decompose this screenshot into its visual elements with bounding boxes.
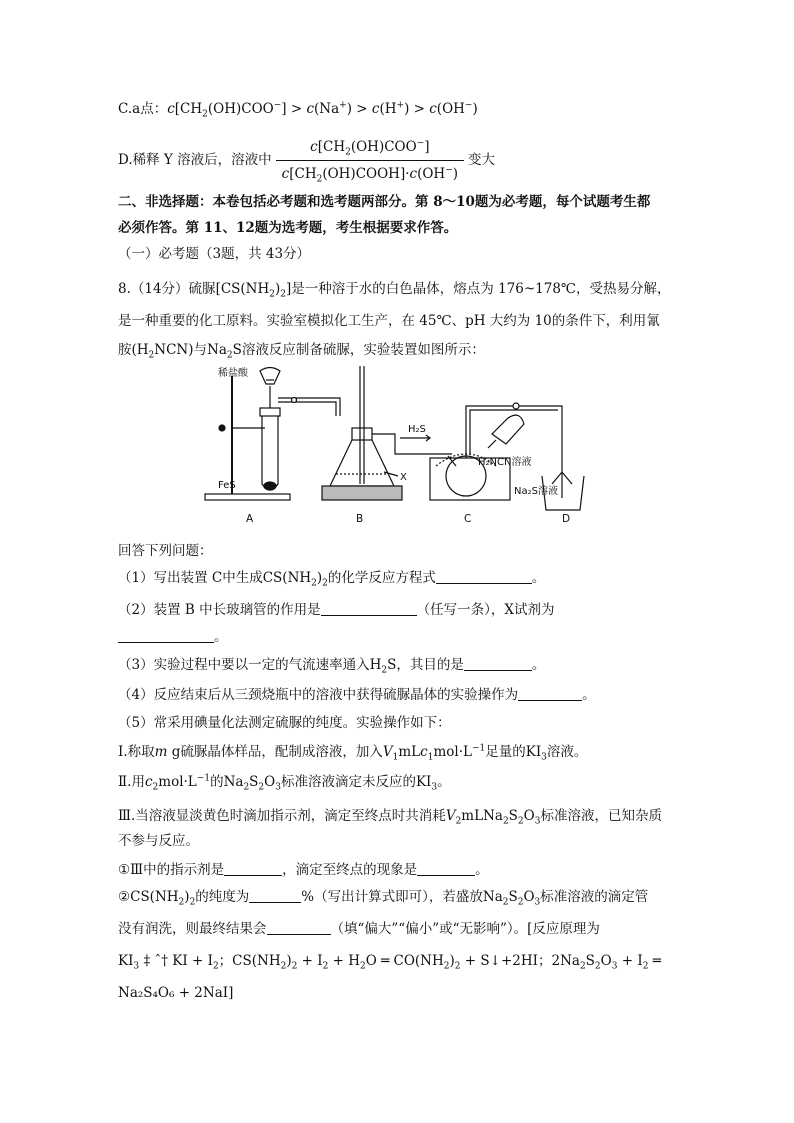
answer-blank[interactable] — [224, 861, 282, 876]
q4: （4）反应结束后从三颈烧瓶中的溶液中获得硫脲晶体的实验操作为 。 — [118, 687, 596, 703]
answer-blank[interactable] — [417, 861, 475, 876]
tube-c-d — [466, 406, 562, 498]
q3: （3）实验过程中要以一定的气流速率通入$H_2S$，其目的是 。 — [118, 657, 546, 676]
label-x: X — [400, 472, 407, 483]
option-c: C.a点：$c[CH_2(OH)COO^-] > c(Na^+) > c(H^+) > c(OH^-)$ — [118, 100, 478, 120]
label-d: D — [562, 513, 571, 525]
option-d: D.稀释 Y 溶液后，溶液中 $\frac{c[CH_2(OH)COO^-]}{c[CH_2(OH)COOH]\cdot c(OH^-)}$ 变大 — [118, 136, 495, 185]
section2-line1: 二、非选择题：本卷包括必考题和选考题两部分。第 8～10题为必考题，每个试题考生都 — [118, 194, 651, 210]
step-3: Ⅲ.当溶液显淡黄色时滴加指示剂，滴定至终点时共消耗$V_2mLNa_2S_2O_3$标准溶液，已知杂质 — [118, 808, 662, 827]
q1: （1）写出装置 C中生成$CS(NH_2)_2$的化学反应方程式 。 — [118, 570, 546, 589]
q2-cont: 。 — [118, 627, 228, 647]
tube-a-b — [278, 398, 340, 416]
label-h2ncn: H₂NCN溶液 — [478, 457, 532, 468]
apparatus-figure — [190, 366, 610, 526]
label-b: B — [356, 513, 364, 525]
label-h2s: H₂S — [408, 424, 426, 435]
section2-line2: 必须作答。第 11、12题为选考题，考生根据要求作答。 — [118, 220, 458, 236]
sub-q2-cont: 没有润洗，则最终结果会 （填“偏大”“偏小”或“无影响”）。[反应原理为 — [118, 921, 600, 937]
addition-funnel — [492, 415, 524, 444]
test-tube — [262, 416, 278, 490]
concentration-fraction: $\frac{c[CH_2(OH)COO^-]}{c[CH_2(OH)COOH]\cdot c(OH^-)}$ — [276, 136, 464, 185]
answer-blank[interactable] — [436, 569, 532, 584]
answer-blank[interactable] — [267, 920, 331, 935]
conical-flask — [330, 440, 394, 486]
answer-prompt: 回答下列问题： — [118, 543, 213, 559]
label-c: C — [464, 513, 472, 525]
answer-blank[interactable] — [464, 656, 532, 671]
answer-blank[interactable] — [118, 628, 214, 643]
label-acid: 稀盐酸 — [218, 368, 248, 379]
q5: （5）常采用碘量化法测定硫脲的纯度。实验操作如下： — [118, 715, 451, 731]
reaction-principles: $KI_3$ ‡ ˆ† KI + $I_2$；$CS(NH_2)_2 + I_2 + H_2O$ ═ $CO(NH_2)_2$ + S↓+2HI；$2Na_2S_2O_3 + I_2$ ═ — [118, 953, 661, 972]
section2-sub: （一）必考题（3题，共 43分） — [118, 246, 311, 262]
q8-intro-1: 8.（14分）硫脲$[CS(NH_2)_2]$是一种溶于水的白色晶体，熔点为 176~178℃，受热易分解， — [118, 281, 671, 300]
label-fes: FeS — [218, 480, 236, 491]
step-1: Ⅰ.称取m g硫脲晶体样品，配制成溶液，加入$V_1mLc_1mol\cdot L^{-1}$足量的$KI_3$溶液。 — [118, 743, 588, 763]
q8-intro-2: 是一种重要的化工原料。实验室模拟化工生产，在 45℃、pH 大约为 10的条件下，利用氰 — [118, 313, 660, 329]
label-a: A — [246, 513, 254, 525]
q8-intro-3: 胺$(H_2NCN)$与$Na_2S$溶液反应制备硫脲，实验装置如图所示： — [118, 342, 485, 361]
q2: （2）装置 B 中长玻璃管的作用是 （任写一条），X试剂为 — [118, 602, 555, 618]
answer-blank[interactable] — [518, 686, 582, 701]
step-3-cont: 不参与反应。 — [118, 833, 199, 849]
reaction-principles-cont: Na₂S₄O₆ + 2NaI] — [118, 985, 234, 1001]
fes-solid — [264, 482, 276, 490]
answer-blank[interactable] — [249, 888, 301, 903]
sub-q1: ①Ⅲ中的指示剂是 ，滴定至终点的现象是 。 — [118, 862, 489, 878]
label-na2s: Na₂S溶液 — [514, 486, 558, 497]
stand-base — [205, 494, 290, 500]
answer-blank[interactable] — [321, 601, 417, 616]
flask-base — [322, 486, 402, 500]
step-2: Ⅱ.用$c_2mol\cdot L^{-1}$的$Na_2S_2O_3$标准溶液滴定未反应的$KI_3$。 — [118, 773, 451, 793]
sub-q2: $②CS(NH_2)_2$的纯度为 %（写出计算式即可），若盛放$Na_2S_2O_3$标准溶液的滴定管 — [118, 889, 649, 908]
dropping-funnel — [260, 368, 280, 385]
